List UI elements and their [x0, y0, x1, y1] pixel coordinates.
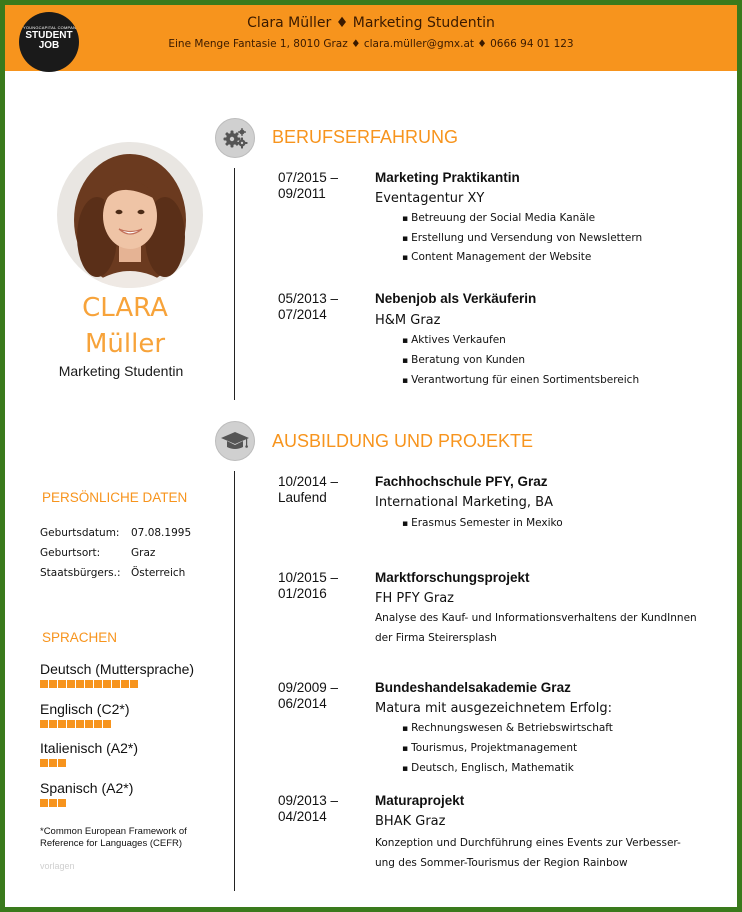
- first-name: CLARA: [82, 293, 168, 323]
- profile-role: Marketing Studentin: [58, 363, 184, 379]
- header-name: Clara Müller ♦ Marketing Studentin: [247, 15, 495, 31]
- entry-description-line: der Firma Steirersplash: [375, 632, 497, 644]
- entry-title: Maturaprojekt: [375, 793, 465, 808]
- level-square: [67, 720, 75, 728]
- entry-bullet: ▪ Content Management der Website: [402, 251, 591, 263]
- entry-date-start: 09/2009 –: [278, 680, 339, 695]
- entry-bullet: ▪ Erstellung und Versendung von Newslettern: [402, 232, 642, 244]
- level-square: [49, 720, 57, 728]
- entry-title: Bundeshandelsakademie Graz: [375, 680, 571, 695]
- watermark: vorlagen: [40, 861, 75, 871]
- entry-bullet: ▪ Betreuung der Social Media Kanäle: [402, 212, 595, 224]
- languages-heading: SPRACHEN: [42, 630, 118, 645]
- entry-org: International Marketing, BA: [375, 495, 553, 510]
- last-name: Müller: [84, 329, 166, 359]
- language-name: Deutsch (Muttersprache): [40, 661, 195, 677]
- level-square: [40, 759, 48, 767]
- level-square: [85, 720, 93, 728]
- entry-title: Marktforschungsprojekt: [375, 570, 530, 585]
- level-square: [85, 680, 93, 688]
- level-square: [130, 680, 138, 688]
- entry-date: [278, 793, 338, 825]
- level-square: [67, 680, 75, 688]
- logo-tagline: A YOUNGCAPITAL COMPANY: [19, 25, 79, 30]
- personal-value: 07.08.1995: [131, 527, 192, 539]
- personal-data-heading: PERSÖNLICHE DATEN: [42, 490, 188, 505]
- personal-value: Graz: [131, 547, 156, 559]
- entry-description-line: Konzeption und Durchführung eines Events zur Verbesser-: [375, 837, 681, 849]
- entry-date: [278, 570, 338, 602]
- header-bar: [5, 5, 737, 71]
- language-name: Englisch (C2*): [40, 701, 130, 717]
- entry-description-line: Analyse des Kauf- und Informationsverhaltens der KundInnen: [375, 612, 697, 624]
- entry-description-line: ung des Sommer-Tourismus der Region Rainbow: [375, 857, 628, 869]
- personal-label: Geburtsdatum:: [40, 527, 120, 539]
- language-level-bar: [40, 799, 66, 807]
- entry-date-start: 09/2013 –: [278, 793, 339, 808]
- level-square: [49, 680, 57, 688]
- entry-org: H&M Graz: [375, 313, 441, 328]
- entry-org: BHAK Graz: [375, 814, 446, 829]
- entry-date-end: 04/2014: [278, 809, 327, 824]
- logo-job: JOB: [38, 40, 60, 51]
- entry-date: [278, 291, 338, 323]
- entry-date-start: 07/2015 –: [278, 170, 339, 185]
- cv-page: [5, 5, 737, 907]
- level-square: [94, 680, 102, 688]
- personal-label: Staatsbürgers.:: [40, 567, 121, 579]
- entry-title: Fachhochschule PFY, Graz: [375, 474, 548, 489]
- entry-bullet: ▪ Tourismus, Projektmanagement: [402, 742, 577, 754]
- entry-date: [278, 474, 338, 506]
- level-square: [76, 680, 84, 688]
- timeline-line-education: [234, 471, 235, 891]
- level-square: [40, 720, 48, 728]
- entry-date-end: 06/2014: [278, 696, 327, 711]
- entry-description: [375, 608, 705, 648]
- language-level-bar: [40, 759, 66, 767]
- level-square: [58, 759, 66, 767]
- level-square: [94, 720, 102, 728]
- entry-bullet: ▪ Aktives Verkaufen: [402, 334, 506, 346]
- entry-bullet: ▪ Erasmus Semester in Mexiko: [402, 517, 563, 529]
- personal-label: Geburtsort:: [40, 547, 101, 559]
- language-level-bar: [40, 680, 138, 688]
- entry-date-end: 01/2016: [278, 586, 327, 601]
- header-contact: Eine Menge Fantasie 1, 8010 Graz ♦ clara.müller@gmx.at ♦ 0666 94 01 123: [168, 38, 574, 50]
- entry-title: Marketing Praktikantin: [375, 170, 520, 185]
- level-square: [121, 680, 129, 688]
- level-square: [103, 680, 111, 688]
- language-name: Spanisch (A2*): [40, 780, 134, 796]
- language-name: Italienisch (A2*): [40, 740, 139, 756]
- entry-bullet: ▪ Beratung von Kunden: [402, 354, 525, 366]
- entry-date-end: 07/2014: [278, 307, 327, 322]
- level-square: [58, 799, 66, 807]
- entry-bullet: ▪ Deutsch, Englisch, Mathematik: [402, 762, 574, 774]
- entry-org: Eventagentur XY: [375, 191, 485, 206]
- gears-icon: [215, 118, 255, 158]
- level-square: [58, 720, 66, 728]
- graduation-cap-icon: [215, 421, 255, 461]
- logo-student: STUDENT: [25, 30, 73, 41]
- level-square: [58, 680, 66, 688]
- entry-date-end: 09/2011: [278, 186, 326, 201]
- entry-date-start: 05/2013 –: [278, 291, 339, 306]
- level-square: [76, 720, 84, 728]
- entry-date-start: 10/2014 –: [278, 474, 339, 489]
- profile-photo: [57, 142, 203, 288]
- section-title-experience: BERUFSERFAHRUNG: [272, 127, 459, 147]
- level-square: [40, 680, 48, 688]
- entry-date: [278, 680, 338, 712]
- level-square: [103, 720, 111, 728]
- cefr-note: *Common European Framework of Reference for Languages (CEFR): [40, 826, 187, 849]
- entry-date-start: 10/2015 –: [278, 570, 339, 585]
- personal-value: Österreich: [131, 567, 186, 579]
- entry-description: [375, 833, 705, 873]
- entry-org: Matura mit ausgezeichnetem Erfolg:: [375, 701, 612, 716]
- entry-date: [278, 170, 338, 202]
- section-title-education: AUSBILDUNG UND PROJEKTE: [272, 431, 534, 451]
- entry-org: FH PFY Graz: [375, 591, 454, 606]
- entry-bullet: ▪ Verantwortung für einen Sortimentsbereich: [402, 374, 639, 386]
- level-square: [49, 759, 57, 767]
- entry-bullet: ▪ Rechnungswesen & Betriebswirtschaft: [402, 722, 613, 734]
- entry-title: Nebenjob als Verkäuferin: [375, 291, 537, 306]
- level-square: [40, 799, 48, 807]
- language-level-bar: [40, 720, 111, 728]
- level-square: [49, 799, 57, 807]
- level-square: [112, 680, 120, 688]
- entry-date-end: Laufend: [278, 490, 327, 505]
